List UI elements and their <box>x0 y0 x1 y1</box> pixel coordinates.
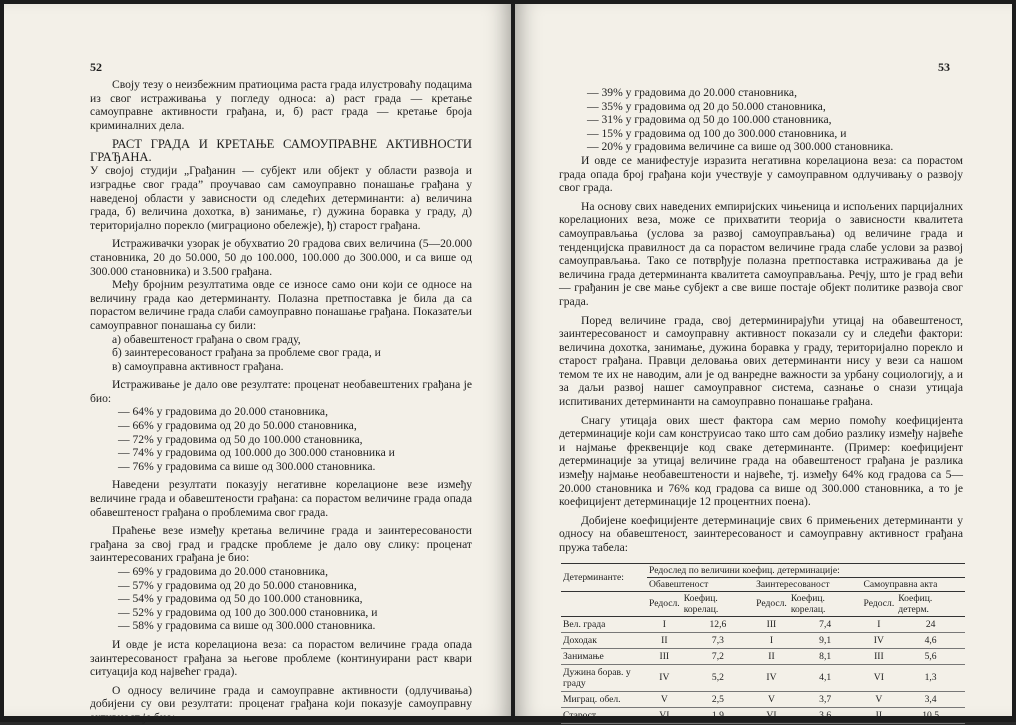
row-label: Миграц. обел. <box>561 691 647 707</box>
table-cell: 9,1 <box>789 632 862 648</box>
table-cell: IV <box>862 632 897 648</box>
list-item: — 74% у градовима од 100.000 до 300.000 становника и <box>118 446 395 460</box>
right-page <box>515 4 1012 721</box>
row-label: Старост <box>561 707 647 723</box>
table-row <box>561 632 965 648</box>
list-item: — 15% у градовима од 100 до 300.000 становника, и <box>587 126 847 140</box>
table-group-header: Заинтересованост <box>754 577 861 591</box>
list-item: а) обавештеност грађана о свом граду, <box>112 332 301 346</box>
table-cell: 4,6 <box>896 632 965 648</box>
table-cell: III <box>754 616 789 632</box>
list-item: в) самоуправна активност грађана. <box>112 359 284 373</box>
list-item: б) заинтересованост грађана за проблеме свог града, и <box>112 346 381 360</box>
table-cell: I <box>647 616 682 632</box>
paragraph: Истраживачки узорак је обухватио 20 градова свих величина (5—20.000 становника, 20 до 50.000, 50 до 100.000, 100.000 до 300.000, и са више од 300.000 становника) и 3.500 грађана. <box>90 237 472 278</box>
table-row <box>561 616 965 632</box>
table-row <box>561 648 965 664</box>
table-cell: IV <box>754 664 789 691</box>
row-label: Доходак <box>561 632 647 648</box>
table-cell: III <box>862 648 897 664</box>
list-item: — 57% у градовима од 20 до 50.000 становника, <box>118 578 357 592</box>
page-number-right: 53 <box>938 60 950 74</box>
table-cell: VI <box>862 664 897 691</box>
table-cell: 24 <box>896 616 965 632</box>
table-row <box>561 707 965 723</box>
paragraph: Поред величине града, свој детерминирајући утицај на обавештеност, заинтересованост и самоуправну активност показали су и следећи фактори: величина дохотка, занимање, дужина боравка у граду, територијално порекло и старост грађана. Правци деловања ових детерминанти нису у вези са нашом темом те их не наводим, али је од ванредне важности за урбану социологију, а и за даљи развој нашег самоуправног система, сазнање о снази утицаја испитиваних детерминанти на самоуправно понашање грађана. <box>559 313 963 409</box>
paragraph: У својој студији „Грађанин — субјект или објект у области развоја и изградње свог града” проучавао сам самоуправно понашање грађана у наведеној области у зависности од следећих детерминанти: а) величина града, б) величина дохотка, в) занимање, г) дужина боравка у граду, д) територијално порекло (миграционо обележје), ђ) старост грађана. <box>90 164 472 232</box>
table-cell: VI <box>754 707 789 723</box>
table-cell: 4,1 <box>789 664 862 691</box>
table-cell: IV <box>647 664 682 691</box>
table-super-header: Редослед по величини коефиц. детерминације: <box>647 563 965 577</box>
list-item: — 66% у градовима од 20 до 50.000 становника, <box>118 419 357 433</box>
paragraph: О односу величине града и самоуправне активности (одлучивања) добијени су ови резултати: проценат грађана који показује самоуправну активност је био: <box>90 683 472 724</box>
table-row <box>561 664 965 691</box>
table-cell: VI <box>647 707 682 723</box>
list-item: — 72% у градовима од 50 до 100.000 становника, <box>118 432 363 446</box>
table-cell: V <box>862 691 897 707</box>
table-sub-header: Редосл. <box>862 591 897 616</box>
table-group-header: Самоуправна акта <box>862 577 965 591</box>
table-cell: 1,3 <box>896 664 965 691</box>
table-body <box>561 616 965 723</box>
table-cell: I <box>862 616 897 632</box>
list-item: — 52% у градовима од 100 до 300.000 становника, и <box>118 605 378 619</box>
table-cell: V <box>754 691 789 707</box>
table-cell: 7,3 <box>682 632 754 648</box>
left-text-column <box>90 78 472 725</box>
table-stub-blank <box>561 591 647 616</box>
table-group-header: Обавештеност <box>647 577 754 591</box>
list-item: — 35% у градовима од 20 до 50.000 становника, <box>587 99 826 113</box>
table-cell: 2,5 <box>682 691 754 707</box>
table-sub-header: Редосл. <box>754 591 789 616</box>
table-stub-header: Детерминанте: <box>561 563 647 591</box>
list-item: — 20% у градовима величине са више од 300.000 становника. <box>587 140 894 154</box>
list-item: — 54% у градовима од 50 до 100.000 становника, <box>118 592 363 606</box>
table-cell: II <box>647 632 682 648</box>
table-cell: 3,4 <box>896 691 965 707</box>
row-label: Дужина борав. у граду <box>561 664 647 691</box>
table-cell: 3,6 <box>789 707 862 723</box>
section-heading: РАСТ ГРАДА И КРЕТАЊЕ САМОУПРАВНЕ АКТИВНОСТИ ГРАЂАНА. <box>90 137 472 165</box>
paragraph: Своју тезу о неизбежним пратиоцима раста града илустроваћу подацима из свог истраживања у погледу односа: а) раст града — кретање самоуправне активности грађана, и, б) раст града — кретање броја криминалних дела. <box>90 78 472 132</box>
paragraph: Праћење везе између кретања величине града и заинтересованости грађана за свој град и градске проблеме је дало ову слику: проценат заинтересованих грађана је био: <box>90 524 472 565</box>
list-item: — 76% у градовима са више од 300.000 становника. <box>118 459 376 473</box>
table-cell: 1,9 <box>682 707 754 723</box>
table-cell: 5,2 <box>682 664 754 691</box>
paragraph: Међу бројним резултатима овде се износе само они који се односе на величину града као детерминанту. Полазна претпоставка је била да са порастом величине града слаби самоуправно понашање грађана. Показатељи самоуправног понашања су били: <box>90 278 472 332</box>
paragraph: Наведени резултати показују негативне корелационе везе између величине града и обавештености грађана: са порастом величине града опада обавештеност грађана о проблемима свог града. <box>90 478 472 519</box>
table-cell: 7,4 <box>789 616 862 632</box>
paragraph: На основу свих наведених емпиријских чињеница и испољених парцијалних корелационих веза, може се прихватити теорија о зависности квалитета самоуправљања (услова за развој самоуправљања) од величине града и тенденцијска правилност да са порастом величине града слабе услови за развој самоуправљања. Тако се потврђује полазна претпоставка истраживања да је величина града детерминанта квалитета самоуправљања. Речју, што је град већи — грађанин је све мање субјект а све више постаје објект политике развоја свог града. <box>559 199 963 308</box>
row-label: Занимање <box>561 648 647 664</box>
list-item: — 64% у градовима до 20.000 становника, <box>118 405 328 419</box>
paragraph: Истраживање је дало ове резултате: проценат необавештених грађана је био: <box>90 378 472 405</box>
determinants-table <box>561 563 965 724</box>
paragraph: И овде је иста корелациона веза: са порастом величине града опада заинтересованост грађана за његове проблеме (континуирани раст квари ситуација код највећег града). <box>90 637 472 679</box>
table-sub-header: Коефиц. корелац. <box>682 591 754 616</box>
table-row <box>561 691 965 707</box>
right-text-column <box>559 86 963 724</box>
paragraph: И овде се манифестује изразита негативна корелациона веза: са порастом града опада број грађана који учествује у самоуправном одлучивању о развоју свог града. <box>559 153 963 195</box>
table-cell: 8,1 <box>789 648 862 664</box>
table-cell: III <box>647 648 682 664</box>
table-sub-header: Редосл. <box>647 591 682 616</box>
table-cell: 3,7 <box>789 691 862 707</box>
paragraph: Снагу утицаја ових шест фактора сам мерио помоћу коефицијента детерминације који сам конструисао тако што сам добио разлику између највеће и најмање фреквенције код свакe детерминанте. (Пример: коефицијент детерминације за утицај величине града на обавештеност грађана је разлика између најмање необавештености и највеће, тј. између 64% код градова са 5—20.000 становника и 76% код градова са више од 300.000 становника, а то је коефицијент детерминације 12 процентних поена). <box>559 413 963 509</box>
paragraph: Добијене коефицијенте детерминације свих 6 примењених детерминанти у односу на обавештеност, заинтересованост и самоуправну активност грађана пружа табела: <box>559 513 963 554</box>
table-sub-header: Коефиц. детерм. <box>896 591 965 616</box>
table-cell: II <box>862 707 897 723</box>
left-page <box>4 4 511 724</box>
list-item: — 31% у градовима од 50 до 100.000 становника, <box>587 113 832 127</box>
row-label: Вел. града <box>561 616 647 632</box>
table-cell: 7,2 <box>682 648 754 664</box>
table-cell: II <box>754 648 789 664</box>
table-cell: V <box>647 691 682 707</box>
table-sub-header: Коефиц. корелац. <box>789 591 862 616</box>
table-cell: 10,5 <box>896 707 965 723</box>
list-item: — 39% у градовима до 20.000 становника, <box>587 86 797 99</box>
table-cell: I <box>754 632 789 648</box>
right-text-blocks <box>559 86 963 555</box>
list-item: — 58% у градовима са више од 300.000 становника. <box>118 619 376 633</box>
page-number-left: 52 <box>90 60 102 74</box>
table-cell: 5,6 <box>896 648 965 664</box>
table-cell: 12,6 <box>682 616 754 632</box>
list-item: — 69% у градовима до 20.000 становника, <box>118 565 328 578</box>
